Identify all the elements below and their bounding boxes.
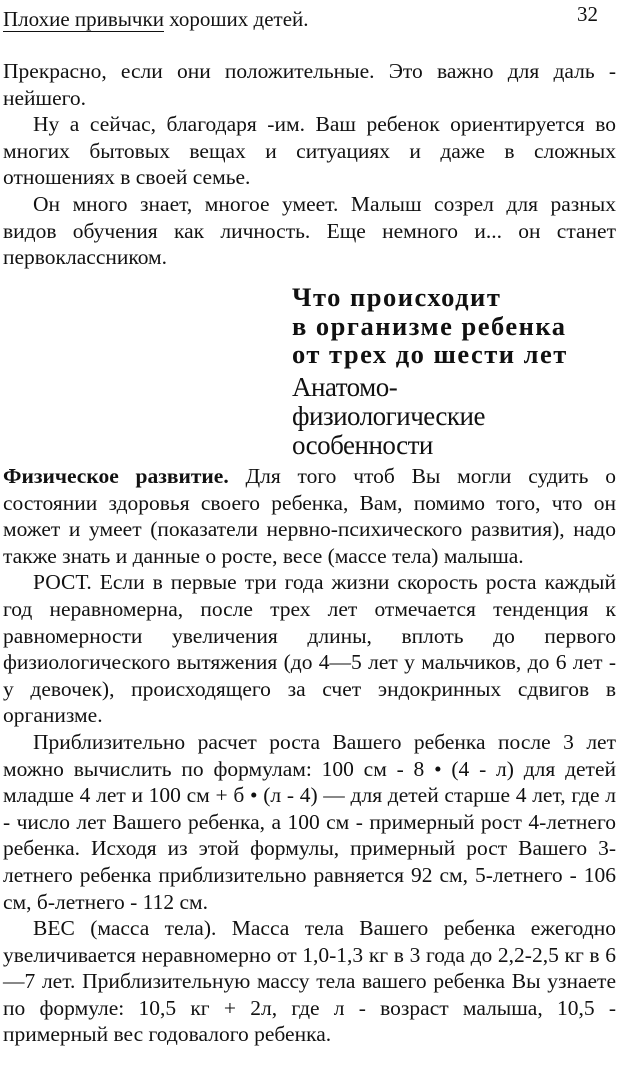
intro-text xyxy=(3,58,616,271)
paragraph: ВЕС (масса тела). Масса тела Вашего ребенка ежегодно увеличивается неравномерно от 1,0-1,3 кг в 3 года до 2,2-2,5 кг в 6—7 лет. Приблизительную массу тела вашего ребенка Вы узнаете по формуле: 10,5 кг + 2л, где л - возраст малыша, 10,5 - примерный вес годовалого ребенка. xyxy=(3,916,616,1047)
heading-line: от трех до шести лет xyxy=(292,339,568,369)
paragraph: Ну а сейчас, благодаря -им. Ваш ребенок ориентируется во многих бытовых вещах и ситуациях и даже в сложных отношениях в своей семье. xyxy=(3,112,616,190)
book-title: Плохие привычки xyxy=(3,7,164,31)
paragraph: Приблизительно расчет роста Вашего ребенка после 3 лет можно вычислить по формулам: 100 см - 8 • (4 - л) для детей младше 4 лет и 100 см + б • (л - 4) — для детей старше 4 лет, где л - число лет Вашего ребенка, а 100 см - примерный рост 4-летнего ребенка. Исходя из этой формулы, примерный рост Вашего 3-летнего ребенка приблизительно равняется 92 см, 5-летнего - 106 см, б-летнего - 112 см. xyxy=(3,729,616,914)
section-subheading xyxy=(292,373,618,460)
page-number: 32 xyxy=(577,2,598,26)
subheading-line: особенности xyxy=(292,429,433,460)
subheading-line: Анатомо- xyxy=(292,371,398,402)
paragraph-text: Для того чтоб Вы могли судить о состоянии здоровья своего ребенка, Вам, помимо того, что он может и умеет (показатели нервно-психического развития), надо также знать и данные о росте, весе (массе тела) малыша. xyxy=(3,464,616,568)
subheading-line: физиологические xyxy=(292,400,485,431)
main-text xyxy=(3,463,616,1048)
paragraph: РОСТ. Если в первые три года жизни скорость роста каждый год неравномерна, после трех лет отмечается тенденция к равномерности увеличения длины, вплоть до первого физиологического вытяжения (до 4—5 лет у мальчиков, до 6 лет - у девочек), происходящего за счет эндокринных сдвигов в организме. xyxy=(3,570,616,728)
book-title-rest: хороших детей. xyxy=(163,7,309,31)
paragraph: Прекрасно, если они положительные. Это важно для даль - нейшего. xyxy=(3,59,616,110)
section-heading xyxy=(292,283,618,460)
running-head xyxy=(3,6,309,32)
run-in-heading: Физическое развитие. xyxy=(3,464,229,488)
heading-line: Что происходит xyxy=(292,282,502,312)
heading-line: в организме ребенка xyxy=(292,310,567,341)
paragraph xyxy=(3,463,616,569)
paragraph: Он много знает, многое умеет. Малыш созрел для разных видов обучения как личность. Еще немного и... он станет первоклассником. xyxy=(3,191,616,270)
